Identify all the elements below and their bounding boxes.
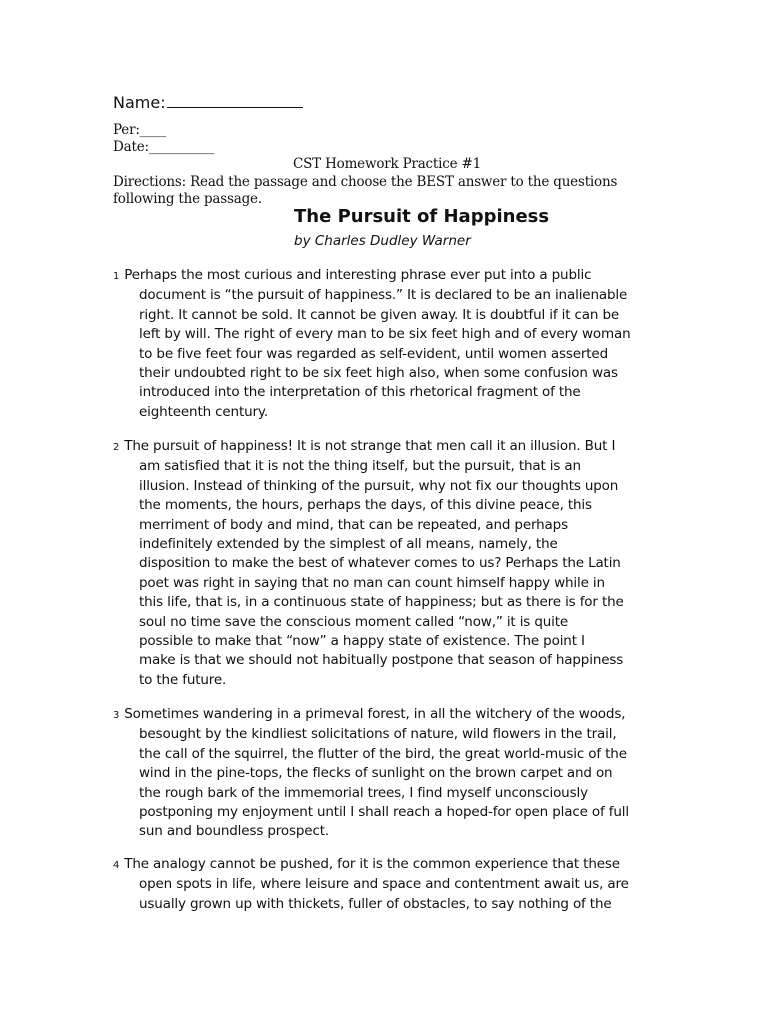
name-field xyxy=(113,93,303,112)
paragraph-line xyxy=(113,855,661,875)
paragraph-line: this life, that is, in a continuous state of happiness; but as there is for the xyxy=(139,594,624,611)
paragraph-line: to be five feet four was regarded as self-evident, until women asserted xyxy=(139,345,608,362)
paragraph-line: the call of the squirrel, the flutter of the bird, the great world-music of the xyxy=(139,745,627,762)
paragraph-line: postponing my enjoyment until I shall reach a hoped-for open place of full xyxy=(139,804,629,821)
paragraph-line xyxy=(113,437,661,457)
paragraph-line: possible to make that “now” a happy state of existence. The point I xyxy=(139,633,585,650)
date-field: Date:__________ xyxy=(113,139,215,155)
paragraph-text: The pursuit of happiness! It is not strange that men call it an illusion. But I xyxy=(124,438,616,454)
paragraph-line: soul no time save the conscious moment called “now,” it is quite xyxy=(139,613,569,630)
paragraph-line xyxy=(113,266,661,286)
paragraph-line: the rough bark of the immemorial trees, I find myself unconsciously xyxy=(139,784,588,801)
paragraph-number: 3 xyxy=(113,710,123,721)
name-blank-line xyxy=(167,93,303,108)
paragraph-line: wind in the pine-tops, the flecks of sunlight on the brown carpet and on xyxy=(139,765,613,782)
paragraph-line: sun and boundless prospect. xyxy=(139,823,329,840)
paragraph-line: besought by the kindliest solicitations of nature, wild flowers in the trail, xyxy=(139,726,617,743)
paragraph-number: 4 xyxy=(113,860,123,871)
paragraph-line: introduced into the interpretation of this rhetorical fragment of the xyxy=(139,384,581,401)
paragraph-line: their undoubted right to be six feet high also, when some confusion was xyxy=(139,365,618,382)
paragraph-1 xyxy=(113,266,661,422)
period-field: Per:____ xyxy=(113,122,166,138)
paragraph-3 xyxy=(113,705,661,842)
paragraph-line: document is “the pursuit of happiness.” It is declared to be an inalienable xyxy=(139,287,628,304)
paragraph-text: The analogy cannot be pushed, for it is the common experience that these xyxy=(124,856,620,872)
paragraph-4 xyxy=(113,855,661,914)
paragraph-number: 1 xyxy=(113,271,123,282)
paragraph-line: eighteenth century. xyxy=(139,403,268,420)
passage-author: by Charles Dudley Warner xyxy=(294,233,471,249)
homework-title: CST Homework Practice #1 xyxy=(293,156,482,172)
paragraph-text: Perhaps the most curious and interesting phrase ever put into a public xyxy=(124,267,592,283)
paragraph-line: left by will. The right of every man to be six feet high and of every woman xyxy=(139,326,631,343)
paragraph-number: 2 xyxy=(113,442,123,453)
name-label: Name: xyxy=(113,93,166,112)
paragraph-line: illusion. Instead of thinking of the pursuit, why not fix our thoughts upon xyxy=(139,477,619,494)
paragraph-line: merriment of body and mind, that can be repeated, and perhaps xyxy=(139,516,568,533)
paragraph-text: Sometimes wandering in a primeval forest, in all the witchery of the woods, xyxy=(124,706,626,722)
paragraph-line: am satisfied that it is not the thing itself, but the pursuit, that is an xyxy=(139,458,581,475)
paragraph-2 xyxy=(113,437,661,690)
paragraph-line: open spots in life, where leisure and space and contentment await us, are xyxy=(139,876,629,893)
paragraph-line: the moments, the hours, perhaps the days, of this divine peace, this xyxy=(139,497,592,514)
paragraph-line: poet was right in saying that no man can count himself happy while in xyxy=(139,574,605,591)
paragraph-line xyxy=(113,705,661,725)
passage-title: The Pursuit of Happiness xyxy=(294,206,550,227)
paragraph-line: disposition to make the best of whatever comes to us? Perhaps the Latin xyxy=(139,555,621,572)
paragraph-line: right. It cannot be sold. It cannot be given away. It is doubtful if it can be xyxy=(139,306,620,323)
directions-text: Directions: Read the passage and choose the BEST answer to the questions following the passage. xyxy=(113,174,618,207)
paragraph-line: make is that we should not habitually postpone that season of happiness xyxy=(139,652,624,669)
paragraph-line: indefinitely extended by the simplest of all means, namely, the xyxy=(139,536,558,553)
paragraph-line: usually grown up with thickets, fuller of obstacles, to say nothing of the xyxy=(139,895,612,912)
paragraph-line: to the future. xyxy=(139,671,227,688)
